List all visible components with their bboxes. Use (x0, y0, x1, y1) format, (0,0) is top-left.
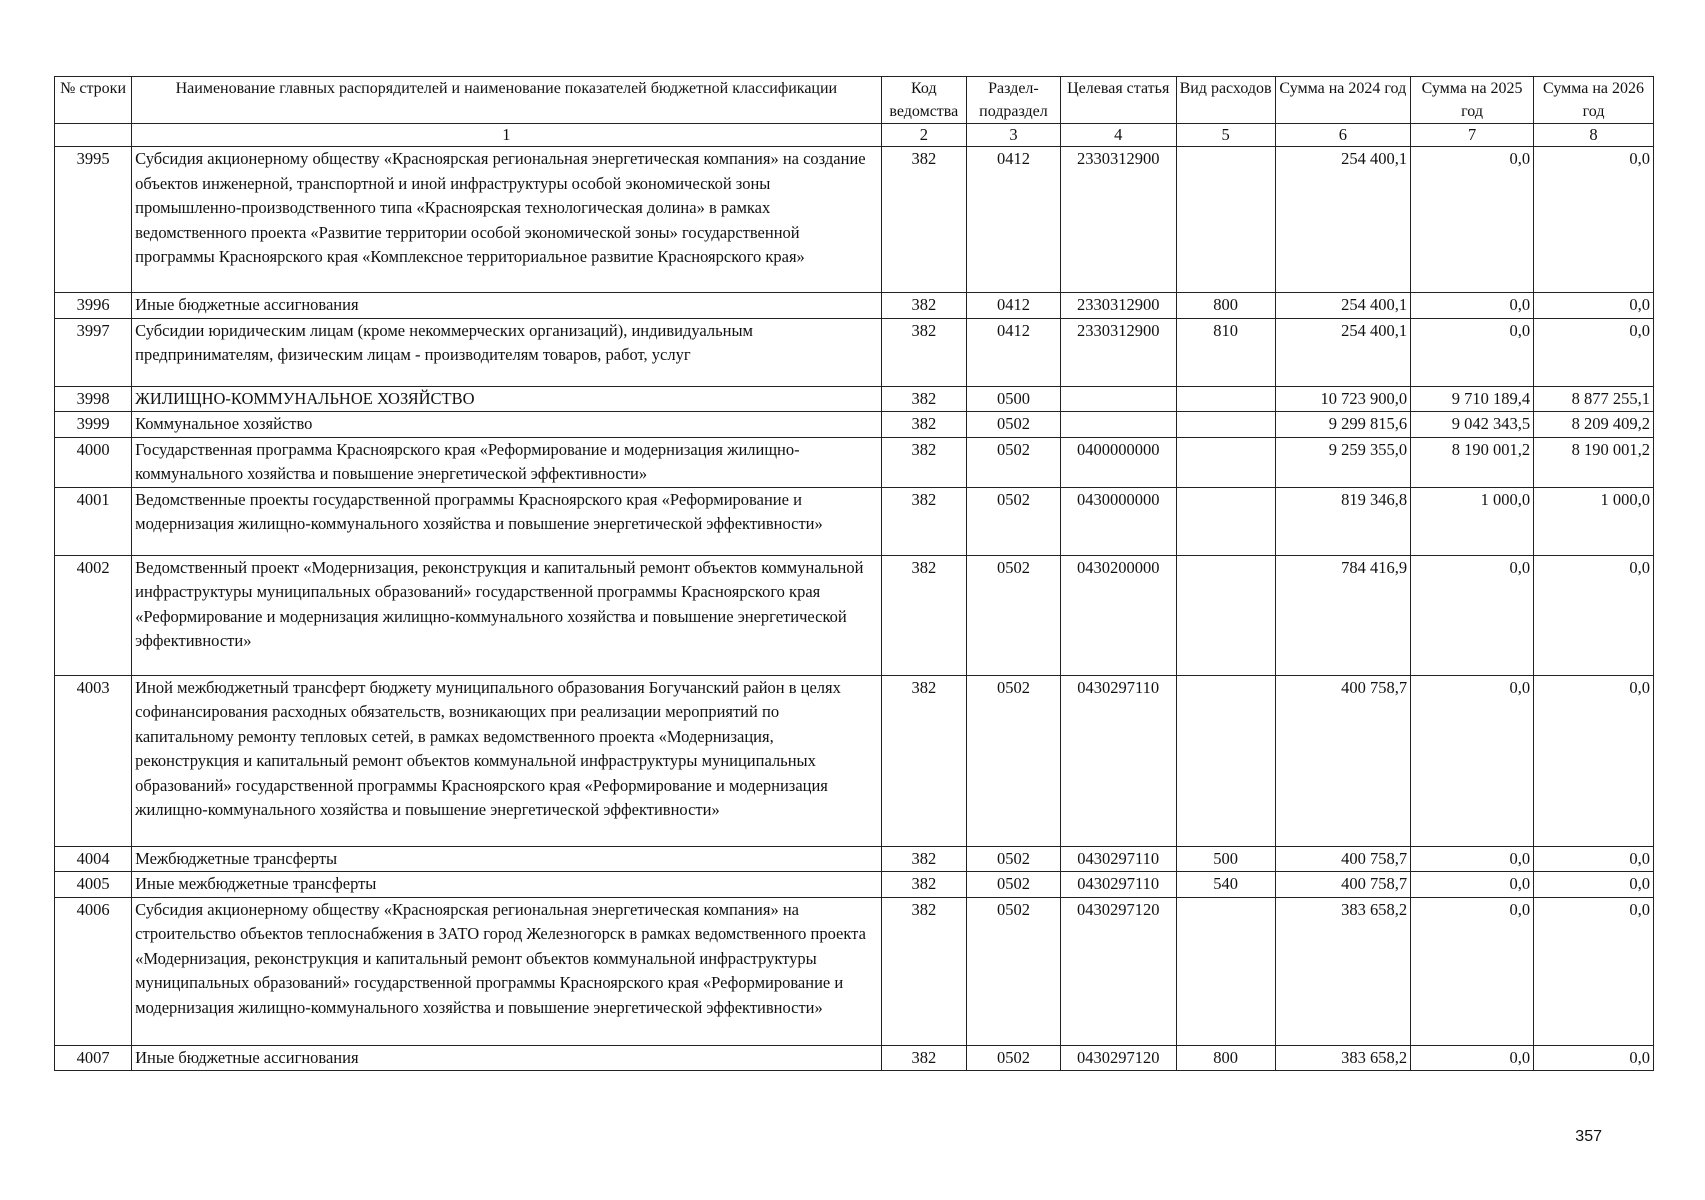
row-expense-kind: 800 (1176, 293, 1275, 319)
row-sum-2025: 0,0 (1411, 846, 1534, 872)
row-department-code: 382 (881, 437, 966, 487)
row-sum-2026: 1 000,0 (1534, 487, 1654, 555)
row-sum-2026: 0,0 (1534, 293, 1654, 319)
row-name: Иные бюджетные ассигнования (132, 293, 881, 319)
row-department-code: 382 (881, 846, 966, 872)
row-sum-2024: 819 346,8 (1275, 487, 1411, 555)
row-department-code: 382 (881, 675, 966, 846)
row-sum-2025: 0,0 (1411, 318, 1534, 386)
table-row (55, 872, 1654, 898)
row-sum-2024: 254 400,1 (1275, 147, 1411, 293)
row-number: 4004 (55, 846, 132, 872)
row-section: 0502 (967, 437, 1061, 487)
table-row (55, 555, 1654, 675)
table-row (55, 386, 1654, 412)
row-name: Межбюджетные трансферты (132, 846, 881, 872)
row-sum-2026: 0,0 (1534, 897, 1654, 1045)
row-department-code: 382 (881, 897, 966, 1045)
column-number: 8 (1534, 124, 1654, 147)
row-section: 0500 (967, 386, 1061, 412)
row-sum-2025: 0,0 (1411, 293, 1534, 319)
column-number: 7 (1411, 124, 1534, 147)
row-section: 0502 (967, 872, 1061, 898)
row-target-article: 0430000000 (1060, 487, 1176, 555)
row-sum-2026: 8 209 409,2 (1534, 412, 1654, 438)
row-department-code: 382 (881, 555, 966, 675)
row-section: 0502 (967, 675, 1061, 846)
row-expense-kind (1176, 897, 1275, 1045)
row-section: 0502 (967, 846, 1061, 872)
row-number: 3999 (55, 412, 132, 438)
row-section: 0502 (967, 897, 1061, 1045)
row-name: Государственная программа Красноярского края «Реформирование и модернизация жилищно-коммунального хозяйства и повышение энергетической эффективности» (132, 437, 881, 487)
header-row (55, 77, 1654, 124)
row-sum-2026: 8 877 255,1 (1534, 386, 1654, 412)
header-expense-kind: Вид расходов (1176, 77, 1275, 124)
row-section: 0412 (967, 318, 1061, 386)
row-target-article (1060, 386, 1176, 412)
column-number: 6 (1275, 124, 1411, 147)
row-sum-2026: 0,0 (1534, 555, 1654, 675)
column-number: 3 (967, 124, 1061, 147)
row-name: Субсидия акционерному обществу «Красноярская региональная энергетическая компания» на создание объектов инженерной, транспортной и иной инфраструктуры особой экономической зоны промышленно-производственного типа «Красноярская технологическая долина» в рамках ведомственного проекта «Развитие территории особой экономической зоны» государственной программы Красноярского края «Комплексное территориальное развитие Красноярского края» (132, 147, 881, 293)
table-row (55, 675, 1654, 846)
row-sum-2024: 9 299 815,6 (1275, 412, 1411, 438)
header-name: Наименование главных распорядителей и наименование показателей бюджетной классификации (132, 77, 881, 124)
row-sum-2025: 0,0 (1411, 147, 1534, 293)
row-expense-kind: 800 (1176, 1045, 1275, 1071)
row-target-article: 0400000000 (1060, 437, 1176, 487)
row-number: 3996 (55, 293, 132, 319)
row-number: 3997 (55, 318, 132, 386)
column-number: 4 (1060, 124, 1176, 147)
row-name: Коммунальное хозяйство (132, 412, 881, 438)
row-expense-kind (1176, 412, 1275, 438)
row-sum-2025: 0,0 (1411, 897, 1534, 1045)
header-row-number: № строки (55, 77, 132, 124)
row-sum-2024: 10 723 900,0 (1275, 386, 1411, 412)
row-department-code: 382 (881, 147, 966, 293)
row-name: Иные межбюджетные трансферты (132, 872, 881, 898)
row-sum-2026: 0,0 (1534, 846, 1654, 872)
row-department-code: 382 (881, 1045, 966, 1071)
header-department-code: Код ведомства (881, 77, 966, 124)
table-row (55, 1045, 1654, 1071)
row-department-code: 382 (881, 318, 966, 386)
row-sum-2025: 0,0 (1411, 555, 1534, 675)
row-section: 0502 (967, 555, 1061, 675)
row-sum-2024: 254 400,1 (1275, 293, 1411, 319)
header-target-article: Целевая статья (1060, 77, 1176, 124)
row-expense-kind: 540 (1176, 872, 1275, 898)
table-row (55, 437, 1654, 487)
table-row (55, 147, 1654, 293)
table-row (55, 293, 1654, 319)
row-sum-2025: 0,0 (1411, 1045, 1534, 1071)
budget-table (54, 76, 1654, 1071)
row-number: 4007 (55, 1045, 132, 1071)
row-sum-2025: 0,0 (1411, 675, 1534, 846)
header-sum-2024: Сумма на 2024 год (1275, 77, 1411, 124)
row-sum-2024: 400 758,7 (1275, 675, 1411, 846)
row-number: 4001 (55, 487, 132, 555)
row-sum-2026: 0,0 (1534, 675, 1654, 846)
row-section: 0502 (967, 487, 1061, 555)
row-expense-kind (1176, 437, 1275, 487)
row-sum-2026: 0,0 (1534, 318, 1654, 386)
row-department-code: 382 (881, 872, 966, 898)
row-target-article: 0430297120 (1060, 1045, 1176, 1071)
header-section: Раздел-подраздел (967, 77, 1061, 124)
row-number: 4003 (55, 675, 132, 846)
row-sum-2024: 383 658,2 (1275, 1045, 1411, 1071)
row-number: 4005 (55, 872, 132, 898)
column-number: 1 (132, 124, 881, 147)
table-row (55, 897, 1654, 1045)
column-number: 5 (1176, 124, 1275, 147)
column-number-blank (55, 124, 132, 147)
row-number: 4000 (55, 437, 132, 487)
row-name: ЖИЛИЩНО-КОММУНАЛЬНОЕ ХОЗЯЙСТВО (132, 386, 881, 412)
row-sum-2024: 383 658,2 (1275, 897, 1411, 1045)
row-sum-2025: 9 710 189,4 (1411, 386, 1534, 412)
row-sum-2024: 400 758,7 (1275, 872, 1411, 898)
row-sum-2026: 0,0 (1534, 147, 1654, 293)
table-row (55, 846, 1654, 872)
row-expense-kind (1176, 675, 1275, 846)
row-expense-kind (1176, 555, 1275, 675)
table-row (55, 487, 1654, 555)
row-department-code: 382 (881, 487, 966, 555)
row-sum-2026: 0,0 (1534, 872, 1654, 898)
row-sum-2024: 400 758,7 (1275, 846, 1411, 872)
row-expense-kind: 810 (1176, 318, 1275, 386)
row-sum-2024: 784 416,9 (1275, 555, 1411, 675)
row-name: Ведомственный проект «Модернизация, реконструкция и капитальный ремонт объектов коммунальной инфраструктуры муниципальных образований» государственной программы Красноярского края «Реформирование и модернизация жилищно-коммунального хозяйства и повышение энергетической эффективности» (132, 555, 881, 675)
row-target-article: 2330312900 (1060, 318, 1176, 386)
page-number: 357 (1575, 1128, 1602, 1145)
row-sum-2026: 8 190 001,2 (1534, 437, 1654, 487)
row-sum-2025: 8 190 001,2 (1411, 437, 1534, 487)
row-target-article: 2330312900 (1060, 147, 1176, 293)
row-department-code: 382 (881, 412, 966, 438)
row-target-article: 0430297110 (1060, 872, 1176, 898)
table-row (55, 318, 1654, 386)
row-section: 0412 (967, 293, 1061, 319)
row-target-article: 0430297120 (1060, 897, 1176, 1045)
row-target-article (1060, 412, 1176, 438)
row-section: 0502 (967, 1045, 1061, 1071)
column-number-row (55, 124, 1654, 147)
row-department-code: 382 (881, 293, 966, 319)
row-name: Иной межбюджетный трансферт бюджету муниципального образования Богучанский район в целях софинансирования расходных обязательств, возникающих при реализации мероприятий по капитальному ремонту тепловых сетей, в рамках ведомственного проекта «Модернизация, реконструкция и капитальный ремонт объектов коммунальной инфраструктуры муниципальных образований» государственной программы Красноярского края «Реформирование и модернизация жилищно-коммунального хозяйства и повышение энергетической эффективности» (132, 675, 881, 846)
row-sum-2025: 9 042 343,5 (1411, 412, 1534, 438)
row-expense-kind: 500 (1176, 846, 1275, 872)
row-name: Ведомственные проекты государственной программы Красноярского края «Реформирование и модернизация жилищно-коммунального хозяйства и повышение энергетической эффективности» (132, 487, 881, 555)
row-number: 3998 (55, 386, 132, 412)
row-sum-2026: 0,0 (1534, 1045, 1654, 1071)
row-name: Иные бюджетные ассигнования (132, 1045, 881, 1071)
row-number: 4006 (55, 897, 132, 1045)
header-sum-2026: Сумма на 2026 год (1534, 77, 1654, 124)
table-row (55, 412, 1654, 438)
row-number: 4002 (55, 555, 132, 675)
row-section: 0502 (967, 412, 1061, 438)
row-sum-2025: 0,0 (1411, 872, 1534, 898)
row-target-article: 0430297110 (1060, 675, 1176, 846)
row-section: 0412 (967, 147, 1061, 293)
row-name: Субсидия акционерному обществу «Красноярская региональная энергетическая компания» на строительство объектов теплоснабжения в ЗАТО город Железногорск в рамках ведомственного проекта «Модернизация, реконструкция и капитальный ремонт объектов коммунальной инфраструктуры муниципальных образований» государственной программы Красноярского края «Реформирование и модернизация жилищно-коммунального хозяйства и повышение энергетической эффективности» (132, 897, 881, 1045)
column-number: 2 (881, 124, 966, 147)
row-expense-kind (1176, 386, 1275, 412)
row-expense-kind (1176, 487, 1275, 555)
row-department-code: 382 (881, 386, 966, 412)
row-sum-2025: 1 000,0 (1411, 487, 1534, 555)
row-expense-kind (1176, 147, 1275, 293)
header-sum-2025: Сумма на 2025 год (1411, 77, 1534, 124)
row-number: 3995 (55, 147, 132, 293)
row-target-article: 0430200000 (1060, 555, 1176, 675)
row-sum-2024: 9 259 355,0 (1275, 437, 1411, 487)
row-name: Субсидии юридическим лицам (кроме некоммерческих организаций), индивидуальным предпринимателям, физическим лицам - производителям товаров, работ, услуг (132, 318, 881, 386)
table-body (55, 147, 1654, 1071)
row-target-article: 0430297110 (1060, 846, 1176, 872)
row-sum-2024: 254 400,1 (1275, 318, 1411, 386)
row-target-article: 2330312900 (1060, 293, 1176, 319)
